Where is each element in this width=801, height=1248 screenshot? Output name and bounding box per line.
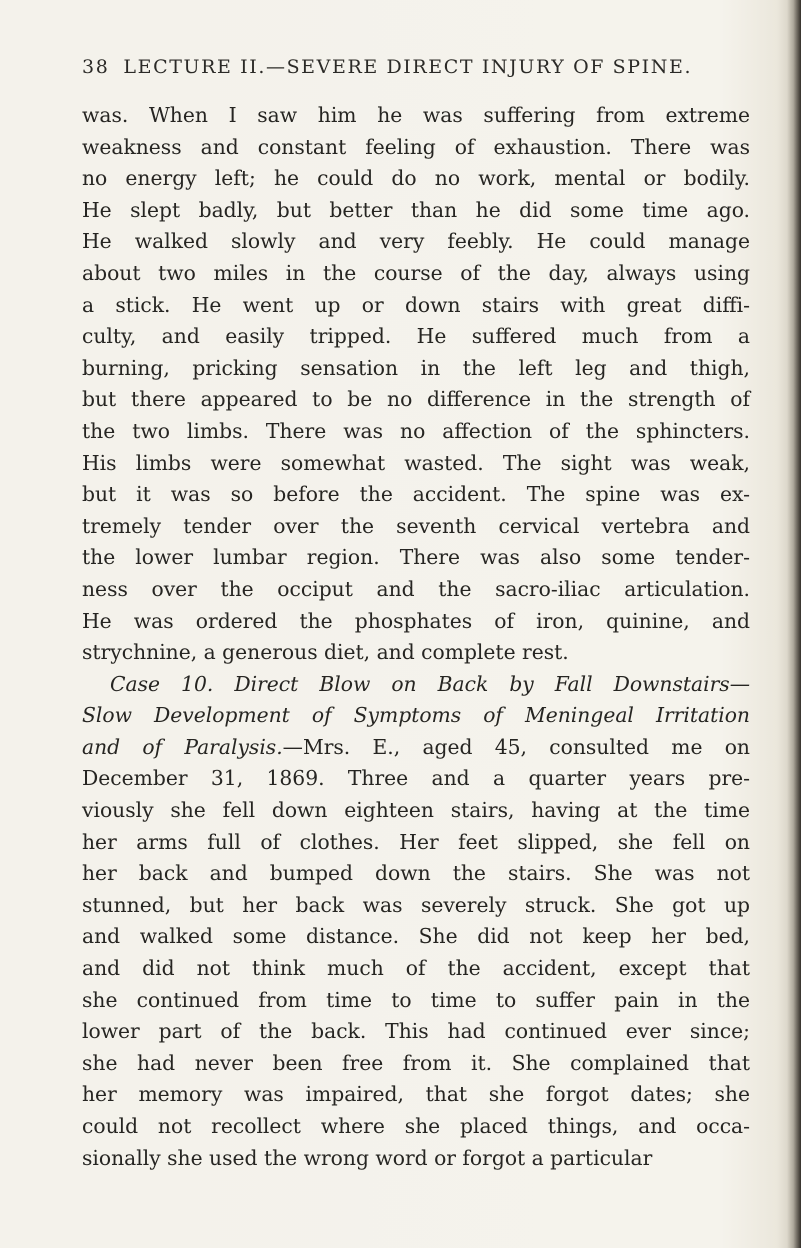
text-line: but there appeared to be no difference in the strength of [82, 387, 750, 412]
text-line: she had never been free from it. She complained that [82, 1050, 750, 1075]
text-line: no energy left; he could do no work, mental or bodily. [82, 166, 750, 191]
text-line: burning, pricking sensation in the left leg and thigh, [82, 355, 750, 380]
case-title-continued: Slow Development of Symptoms of Meningeal Irritation [82, 703, 750, 728]
text-line: her back and bumped down the stairs. She was not [82, 861, 750, 886]
text-line: December 31, 1869. Three and a quarter years pre- [82, 766, 750, 791]
text-line: weakness and constant feeling of exhaustion. There was [82, 134, 750, 159]
page-binding-edge [787, 0, 801, 1248]
case-title-final: and of Paralysis. [82, 734, 283, 759]
text-line: her arms full of clothes. Her feet slipped, she fell on [82, 829, 750, 854]
body-text [82, 100, 750, 1174]
running-header [82, 56, 762, 78]
text-line: a stick. He went up or down stairs with great diffi- [82, 292, 750, 317]
case-intro: —Mrs. E., aged 45, consulted me on [282, 734, 750, 759]
page-number: 38 [82, 56, 110, 78]
text-line: about two miles in the course of the day, always using [82, 260, 750, 285]
text-line: sionally she used the wrong word or forgot a particular [82, 1145, 653, 1170]
text-line: lower part of the back. This had continued ever since; [82, 1019, 750, 1044]
text-line: strychnine, a generous diet, and complete rest. [82, 640, 569, 665]
text-line: could not recollect where she placed things, and occa- [82, 1114, 750, 1138]
running-title: LECTURE II.—SEVERE DIRECT INJURY OF SPINE. [123, 56, 693, 78]
text-line: the lower lumbar region. There was also some tender- [82, 545, 750, 570]
text-line: He was ordered the phosphates of iron, quinine, and [82, 608, 750, 633]
text-line: He slept badly, but better than he did some time ago. [82, 197, 750, 222]
text-line: He walked slowly and very feebly. He could manage [82, 229, 750, 254]
case-title: Direct Blow on Back by Fall Downstairs— [234, 671, 750, 696]
text-line: she continued from time to time to suffer pain in the [82, 987, 750, 1012]
text-line: the two limbs. There was no affection of the sphincters. [82, 418, 750, 443]
text-line: culty, and easily tripped. He suffered much from a [82, 324, 750, 349]
text-line: tremely tender over the seventh cervical vertebra and [82, 513, 750, 538]
text-line: ness over the occiput and the sacro-iliac articulation. [82, 576, 750, 601]
text-line: and did not think much of the accident, except that [82, 956, 750, 981]
text-line: His limbs were somewhat wasted. The sight was weak, [82, 450, 750, 475]
case-heading [82, 669, 750, 701]
text-line: and walked some distance. She did not keep her bed, [82, 924, 750, 949]
case-label: Case 10. [110, 671, 214, 696]
text-line: viously she fell down eighteen stairs, having at the time [82, 798, 750, 823]
text-line: stunned, but her back was severely struck. She got up [82, 892, 750, 917]
case-title-end [82, 732, 750, 764]
text-line: her memory was impaired, that she forgot dates; she [82, 1082, 750, 1107]
text-line: was. When I saw him he was suffering from extreme [82, 103, 750, 127]
text-line: but it was so before the accident. The spine was ex- [82, 482, 750, 507]
